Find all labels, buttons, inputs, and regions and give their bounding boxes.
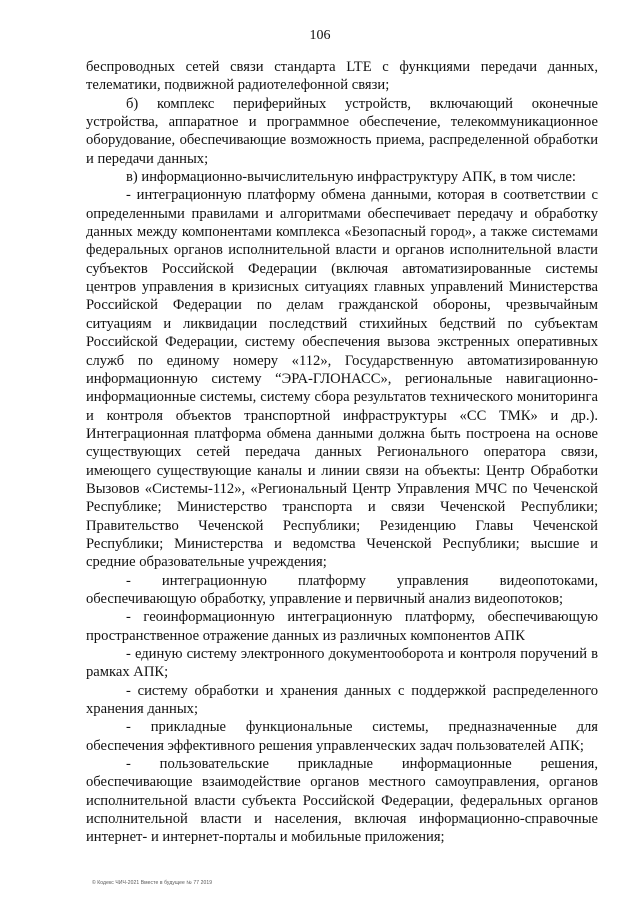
paragraph: в) информационно-вычислительную инфраструктуру АПК, в том числе: (126, 169, 576, 186)
paragraph: - геоинформационную интеграционную платформу, обеспечивающую пространственное отражение данных из различных компонентов АПК (86, 609, 598, 644)
paragraph: - систему обработки и хранения данных с поддержкой распределенного хранения данных; (86, 682, 598, 718)
paragraph: - интеграционную платформу обмена данными, которая в соответствии с определенными правилами и алгоритмами обеспечивает передачу и обработку данных между компонентами комплекса «Безопасный город», а также системами федеральных органов исполнительной власти и органов исполнительной власти субъектов Российской Федерации (включая автоматизированные системы центров управления в кризисных ситуациях главных управлений Министерства Российской Федерации по делам гражданской обороны, чрезвычайным ситуациям и ликвидации последствий стихийных бедствий по субъектам Российской Федерации, систему обеспечения вызова экстренных оперативных служб по единому номеру «112», Государственную автоматизированную информационную систему “ЭРА-ГЛОНАСС», региональные навигационно-информационные системы, систему сбора результатов технического мониторинга и контроля объектов транспортной инфраструктуры «СС ТМК» и др.). Интеграционная платформа обмена данными должна быть построена на основе существующих сетей передача данных Регионального оператора связи, имеющего существующие каналы и линии связи на объекты: Центр Обработки Вызовов «Системы-112», «Региональный Центр Управления МЧС по Чеченской Республике; Министерство транспорта и связи Чеченской Республики; Правительство Чеченской Республики; Резиденцию Главы Чеченской Республики; Министерства и ведомства Чеченской Республики; высшие и средние образовательные учреждения; (86, 187, 598, 571)
document-body (86, 58, 598, 847)
paragraph: - пользовательские прикладные информационные решения, обеспечивающие взаимодействие органов местного самоуправления, органов исполнительной власти субъекта Российской Федерации, федеральных органов исполнительной власти и населения, включая информационно-справочные интернет- и интернет-порталы и мобильные приложения; (86, 756, 598, 846)
paragraph: - интеграционную платформу управления видеопотоками, обеспечивающую обработку, управление и первичный анализ видеопотоков; (86, 572, 598, 607)
paragraph: - прикладные функциональные системы, предназначенные для обеспечения эффективного решения управленческих задач пользователей АПК; (86, 719, 598, 754)
paragraph: б) комплекс периферийных устройств, включающий оконечные устройства, аппаратное и программное обеспечение, телекоммуникационное оборудование, обеспечивающие возможность приема, распределенной обработки и передачи данных; (86, 95, 598, 167)
paragraph: - единую систему электронного документооборота и контроля поручений в рамках АПК; (86, 646, 598, 681)
paragraph: беспроводных сетей связи стандарта LTE с функциями передачи данных, телематики, подвижной радиотелефонной связи; (86, 59, 598, 94)
footer-imprint: © Кодекс ЧИЧ-2021 Вместе в будущее № 77 2019 (92, 880, 213, 886)
page-number: 106 (309, 28, 331, 43)
